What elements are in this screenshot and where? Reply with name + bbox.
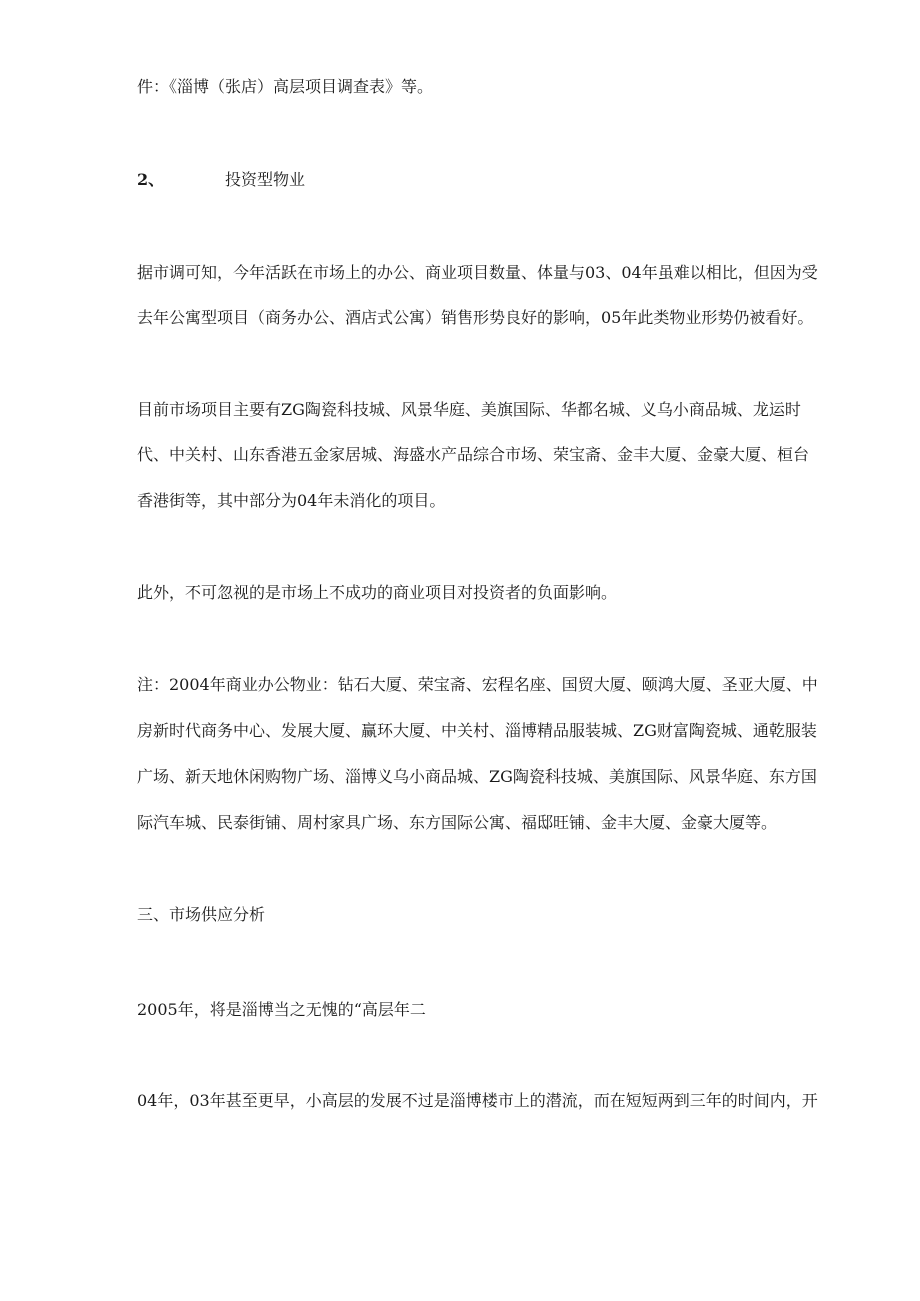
text-line: 际汽车城、民泰街铺、周村家具广场、东方国际公寓、福邸旺铺、金丰大厦、金豪大厦等。 [137,813,778,832]
text-line: 去年公寓型项目（商务办公、酒店式公寓）销售形势良好的影响，05年此类物业形势仍被看好。 [137,308,814,327]
section-number: 2、 [137,170,165,189]
text-line: 注：2004年商业办公物业：钻石大厦、荣宝斋、宏程名座、国贸大厦、颐鸿大厦、圣亚大厦、中 [137,675,818,694]
text-line: 代、中关村、山东香港五金家居城、海盛水产品综合市场、荣宝斋、金丰大厦、金豪大厦、桓台 [137,445,810,464]
text-line: 目前市场项目主要有ZG陶瓷科技城、风景华庭、美旗国际、华都名城、义乌小商品城、龙运时 [137,400,801,419]
section-title: 三、市场供应分析 [137,905,266,924]
text-line: 2005年，将是淄博当之无愧的“高层年二 [137,1000,426,1019]
text-line: 04年，03年甚至更早，小高层的发展不过是淄博楼市上的潜流，而在短短两到三年的时间内，开 [137,1091,818,1110]
text-line: 广场、新天地休闲购物广场、淄博义乌小商品城、ZG陶瓷科技城、美旗国际、风景华庭、东方国 [137,767,817,786]
text-line: 件：《淄博（张店）高层项目调查表》等。 [137,77,434,96]
text-line: 此外，不可忽视的是市场上不成功的商业项目对投资者的负面影响。 [137,583,618,602]
section-title: 投资型物业 [225,170,306,189]
text-line: 据市调可知，今年活跃在市场上的办公、商业项目数量、体量与03、04年虽难以相比，但因为受 [137,263,818,282]
text-line: 房新时代商务中心、发展大厦、赢环大厦、中关村、淄博精品服装城、ZG财富陶瓷城、通乾服装 [137,721,817,740]
text-line: 香港街等，其中部分为04年未消化的项目。 [137,491,446,510]
